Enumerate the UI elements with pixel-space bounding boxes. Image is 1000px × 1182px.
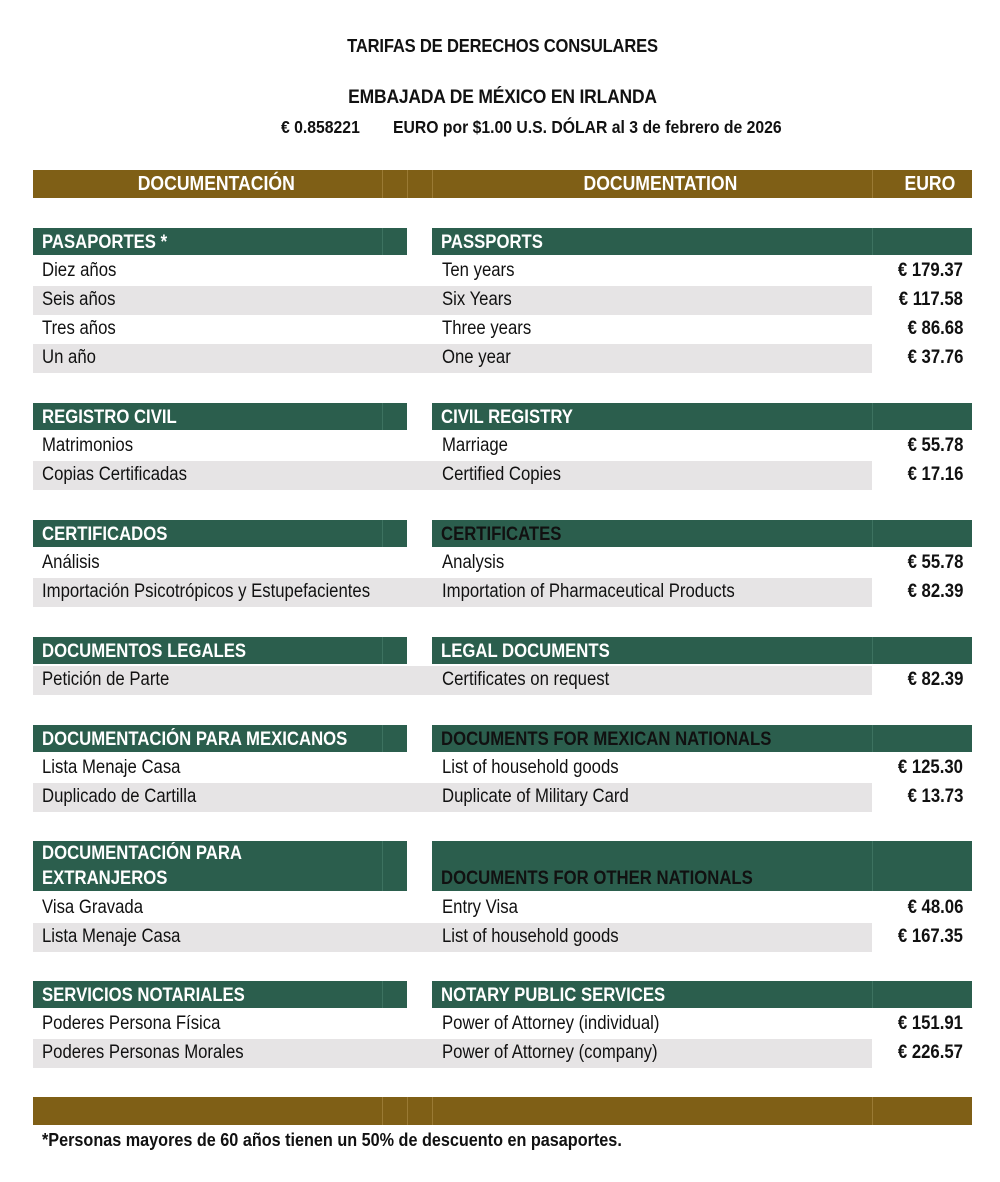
table-row [33,666,972,695]
section-header-en [432,981,972,1008]
section-header-es [33,841,407,891]
row-english: List of household goods [442,757,619,778]
section-header-en [432,228,972,255]
section-title-es: SERVICIOS NOTARIALES [42,985,245,1006]
section-title-es: DOCUMENTACIÓN PARA MEXICANOS [42,729,348,750]
row-spanish: Un año [42,347,96,368]
row-english: Certificates on request [442,669,610,690]
table-row [33,894,972,923]
row-price: € 86.68 [907,318,963,339]
row-spanish: Importación Psicotrópicos y Estupefacientes [42,581,371,602]
row-english: Ten years [442,260,515,281]
section-title-es: DOCUMENTOS LEGALES [42,641,247,662]
row-english: Three years [442,318,532,339]
table-row [33,754,972,783]
row-english: List of household goods [442,926,619,947]
table-row [33,286,972,315]
row-price: € 82.39 [907,581,963,602]
section-title-en: CIVIL REGISTRY [441,407,573,428]
table-row [33,1039,972,1068]
row-english: Analysis [442,552,505,573]
row-spanish: Poderes Persona Física [42,1013,221,1034]
section-title-en: CERTIFICATES [441,524,562,545]
row-english: Duplicate of Military Card [442,786,629,807]
section-header-es [33,637,407,664]
section-title-en: PASSPORTS [441,232,543,253]
column-header-bar [33,170,972,198]
row-price: € 37.76 [907,347,963,368]
row-spanish: Tres años [42,318,116,339]
section-title-en: DOCUMENTS FOR OTHER NATIONALS [441,868,753,889]
row-english: Power of Attorney (company) [442,1042,658,1063]
section-title-es: PASAPORTES * [42,232,168,253]
section-header-es [33,520,407,547]
row-spanish: Duplicado de Cartilla [42,786,197,807]
section-title-en: LEGAL DOCUMENTS [441,641,610,662]
table-row [33,461,972,490]
row-english: Six Years [442,289,512,310]
footnote: *Personas mayores de 60 años tienen un 50% de descuento en pasaportes. [42,1130,622,1150]
row-spanish: Petición de Parte [42,669,170,690]
embassy-name: EMBAJADA DE MÉXICO EN IRLANDA [348,87,657,108]
column-header-spanish: DOCUMENTACIÓN [137,173,295,195]
table-row [33,578,972,607]
section-title-en: DOCUMENTS FOR MEXICAN NATIONALS [441,729,772,750]
row-english: One year [442,347,511,368]
row-spanish: Análisis [42,552,100,573]
section-header-en [432,520,972,547]
row-price: € 125.30 [897,757,963,778]
row-price: € 55.78 [907,552,963,573]
section-header-es [33,725,407,752]
row-english: Certified Copies [442,464,561,485]
table-row [33,344,972,373]
row-spanish: Matrimonios [42,435,134,456]
row-spanish: Poderes Personas Morales [42,1042,244,1063]
exchange-rate-value: € 0.858221 [281,117,360,137]
table-row [33,315,972,344]
section-title-es: REGISTRO CIVIL [42,407,177,428]
row-english: Importation of Pharmaceutical Products [442,581,735,602]
table-row [33,549,972,578]
section-title-en: NOTARY PUBLIC SERVICES [441,985,666,1006]
section-header-en [432,725,972,752]
row-price: € 82.39 [907,669,963,690]
section-header-en [432,637,972,664]
row-price: € 179.37 [897,260,963,281]
column-header-english: DOCUMENTATION [583,173,738,195]
row-price: € 226.57 [897,1042,963,1063]
section-header-en [432,403,972,430]
section-title-es: CERTIFICADOS [42,524,168,545]
table-row [33,1010,972,1039]
section-header-es [33,981,407,1008]
section-header-es [33,403,407,430]
section-title-es-line2: EXTRANJEROS [42,868,168,889]
table-row [33,432,972,461]
table-row [33,783,972,812]
row-spanish: Visa Gravada [42,897,144,918]
document-title: TARIFAS DE DERECHOS CONSULARES [347,36,658,56]
row-english: Power of Attorney (individual) [442,1013,660,1034]
row-spanish: Lista Menaje Casa [42,926,181,947]
row-price: € 13.73 [907,786,963,807]
table-row [33,923,972,952]
row-price: € 167.35 [897,926,963,947]
exchange-rate-text: EURO por $1.00 U.S. DÓLAR al 3 de febrero de 2026 [393,117,782,137]
column-header-euro: EURO [904,173,956,195]
row-price: € 48.06 [907,897,963,918]
row-english: Marriage [442,435,508,456]
row-spanish: Lista Menaje Casa [42,757,181,778]
table-row [33,257,972,286]
row-spanish: Copias Certificadas [42,464,187,485]
row-english: Entry Visa [442,897,518,918]
footer-bar [33,1097,972,1125]
row-price: € 17.16 [907,464,963,485]
row-price: € 55.78 [907,435,963,456]
section-title-es-line1: DOCUMENTACIÓN PARA [42,843,243,864]
section-header-es [33,228,407,255]
row-spanish: Seis años [42,289,116,310]
row-spanish: Diez años [42,260,117,281]
row-price: € 117.58 [898,289,963,310]
section-header-en [432,841,972,891]
row-price: € 151.91 [897,1013,963,1034]
